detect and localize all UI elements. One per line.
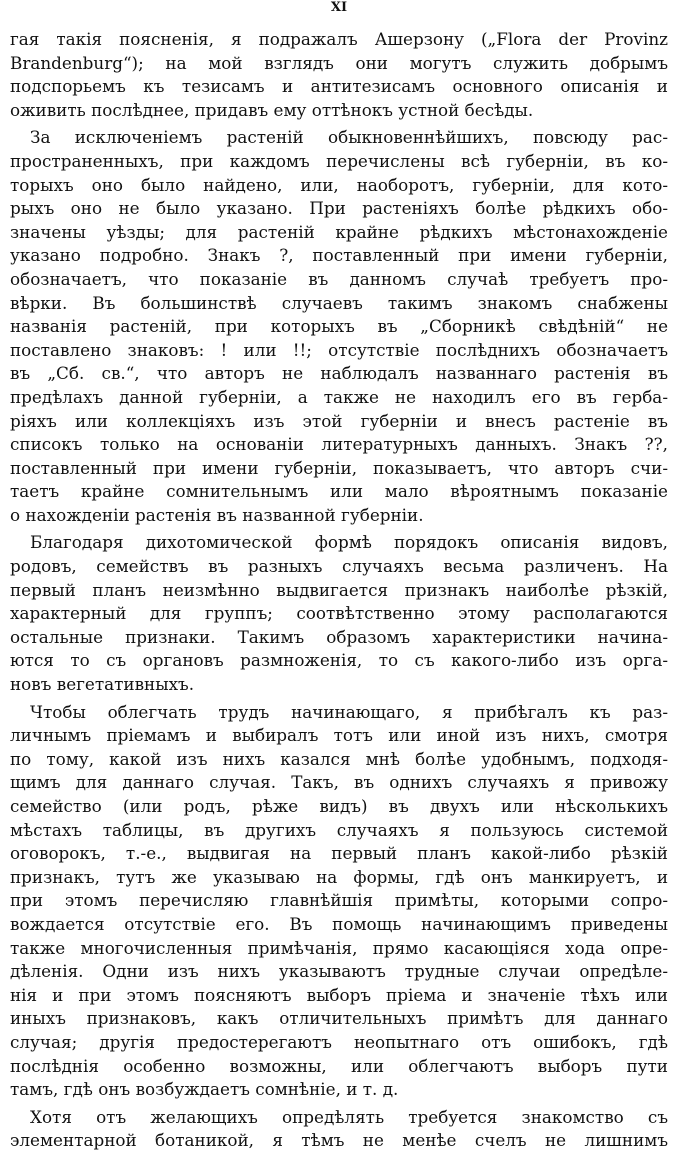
text-line: вождается отсутствіе его. Въ помощь начинающимъ приведены bbox=[10, 913, 668, 934]
text-line: также многочисленныя примѣчанія, прямо касающіяся хода опре- bbox=[10, 937, 668, 958]
paragraph bbox=[10, 701, 668, 1102]
text-line: рыхъ оно не было указано. При растеніяхъ болѣе рѣдкихъ обо- bbox=[10, 198, 668, 219]
text-body bbox=[10, 28, 668, 1153]
text-line: ются то съ органовъ размноженія, то съ какого-либо изъ орга- bbox=[10, 650, 668, 671]
paragraph bbox=[10, 1106, 668, 1153]
text-line: родовъ, семействъ въ разныхъ случаяхъ весьма различенъ. На bbox=[10, 556, 668, 577]
text-line: первый планъ неизмѣнно выдвигается признакъ наиболѣе рѣзкій, bbox=[10, 579, 668, 600]
text-line: ріяхъ или коллекціяхъ изъ этой губерніи и внесъ растеніе въ bbox=[10, 410, 668, 431]
text-line: вѣрки. Въ большинствѣ случаевъ такимъ знакомъ снабжены bbox=[10, 292, 668, 313]
text-line: поставлено знаковъ: ! или !!; отсутствіе послѣднихъ обозначаетъ bbox=[10, 339, 668, 360]
text-line: въ „Сб. св.“, что авторъ не наблюдалъ названнаго растенія въ bbox=[10, 363, 668, 384]
text-line: послѣднія особенно возможны, или облегчаютъ выборъ пути bbox=[10, 1055, 668, 1076]
text-line: тамъ, гдѣ онъ возбуждаетъ сомнѣніе, и т. д. bbox=[10, 1079, 399, 1100]
text-line: подспорьемъ къ тезисамъ и антитезисамъ основного описанія и bbox=[10, 76, 668, 97]
page-number: XI bbox=[330, 0, 348, 15]
text-line: щимъ для даннаго случая. Такъ, въ однихъ случаяхъ я привожу bbox=[10, 772, 668, 793]
text-line: обозначаетъ, что показаніе въ данномъ случаѣ требуетъ про- bbox=[10, 268, 668, 289]
text-line: оговорокъ, т.-е., выдвигая на первый планъ какой-либо рѣзкій bbox=[10, 843, 668, 864]
text-line: гая такія поясненія, я подражалъ Ашерзону („Flora der Provinz bbox=[10, 29, 668, 49]
paragraph bbox=[10, 28, 668, 122]
text-line: таетъ крайне сомнительнымъ или мало вѣроятнымъ показаніе bbox=[10, 481, 668, 502]
text-line: Чтобы облегчать трудъ начинающаго, я прибѣгалъ къ раз- bbox=[30, 701, 668, 722]
text-line: значены уѣзды; для растеній крайне рѣдкихъ мѣстонахожденіе bbox=[10, 221, 668, 242]
text-line: Благодаря дихотомической формѣ порядокъ описанія видовъ, bbox=[30, 532, 668, 553]
text-line: нія и при этомъ поясняютъ выборъ пріема и значеніе тѣхъ или bbox=[10, 984, 668, 1005]
text-line: названія растеній, при которыхъ въ „Сборникѣ свѣдѣній“ не bbox=[10, 316, 668, 337]
text-line: указано подробно. Знакъ ?, поставленный при имени губерніи, bbox=[10, 245, 668, 266]
text-line: дѣленія. Одни изъ нихъ указываютъ трудные случаи опредѣле- bbox=[10, 961, 668, 982]
text-line: признакъ, тутъ же указываю на формы, гдѣ онъ манкируетъ, и bbox=[10, 866, 668, 887]
text-line: торыхъ оно было найдено, или, наоборотъ, губерніи, для кото- bbox=[10, 174, 668, 195]
text-line: остальные признаки. Такимъ образомъ характеристики начина- bbox=[10, 626, 668, 647]
text-line: За исключеніемъ растеній обыкновеннѣйшихъ, повсюду рас- bbox=[30, 127, 668, 148]
text-line: характерный для группъ; соотвѣтственно этому располагаются bbox=[10, 603, 668, 624]
paragraph bbox=[10, 126, 668, 527]
text-line: списокъ только на основаніи литературныхъ данныхъ. Знакъ ??, bbox=[10, 434, 668, 455]
text-line: семейство (или родъ, рѣже видъ) въ двухъ или нѣсколькихъ bbox=[10, 796, 668, 816]
text-line: по тому, какой изъ нихъ казался мнѣ болѣе удобнымъ, подходя- bbox=[10, 748, 668, 769]
text-line: элементарной ботаникой, я тѣмъ не менѣе счелъ не лишнимъ bbox=[10, 1130, 668, 1151]
text-line: новъ вегетативныхъ. bbox=[10, 674, 195, 695]
text-line: Brandenburg“); на мой взглядъ они могутъ служить добрымъ bbox=[10, 52, 668, 73]
text-line: о нахожденіи растенія въ названной губерніи. bbox=[10, 504, 424, 525]
text-line: при этомъ перечисляю главнѣйшія примѣты, которыми сопро- bbox=[10, 890, 668, 911]
text-line: мѣстахъ таблицы, въ другихъ случаяхъ я пользуюсь системой bbox=[10, 819, 668, 840]
text-line: Хотя отъ желающихъ опредѣлять требуется знакомство съ bbox=[30, 1106, 668, 1127]
text-line: личнымъ пріемамъ и выбиралъ тотъ или иной изъ нихъ, смотря bbox=[10, 725, 668, 746]
text-line: поставленный при имени губерніи, показываетъ, что авторъ счи- bbox=[10, 457, 668, 478]
paragraph bbox=[10, 531, 668, 696]
text-line: оживить послѣднее, придавъ ему оттѣнокъ устной бесѣды. bbox=[10, 99, 534, 120]
text-line: иныхъ признаковъ, какъ отличительныхъ примѣтъ для даннаго bbox=[10, 1008, 668, 1029]
text-line: пространенныхъ, при каждомъ перечислены всѣ губерніи, въ ко- bbox=[10, 150, 668, 171]
text-line: предѣлахъ данной губерніи, а также не находилъ его въ гербa- bbox=[10, 386, 668, 407]
text-line: случая; другія предостерегаютъ неопытнаго отъ ошибокъ, гдѣ bbox=[10, 1031, 668, 1052]
